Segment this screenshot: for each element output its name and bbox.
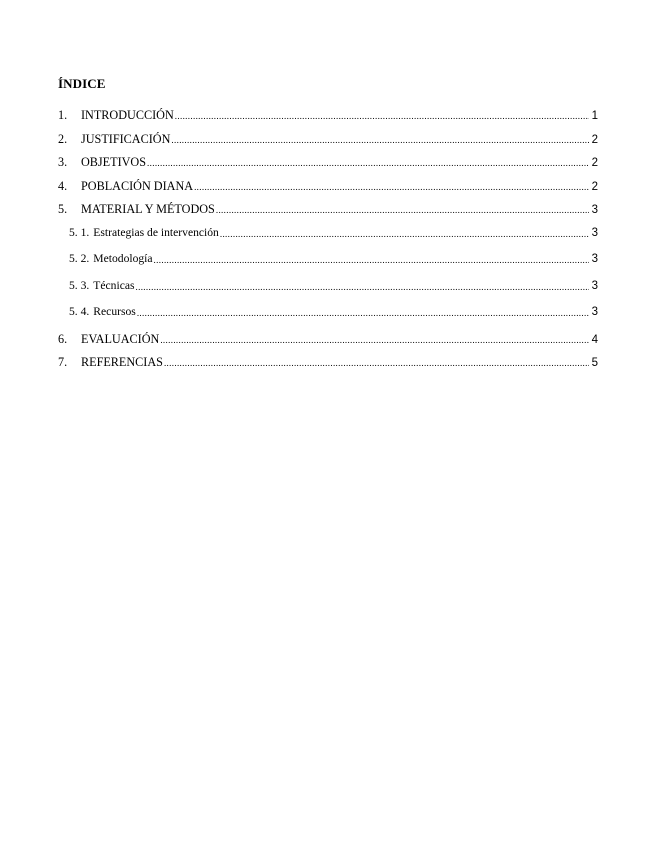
toc-entry-page: 3: [591, 253, 598, 265]
dot-leader: [137, 305, 589, 317]
toc-entry-referencias[interactable]: [58, 355, 598, 369]
toc-entry-label: INTRODUCCIÓN: [81, 108, 174, 122]
dot-leader: [136, 279, 590, 291]
toc-entry-label: Recursos: [93, 305, 136, 318]
dot-leader: [216, 202, 589, 214]
dot-leader: [147, 155, 589, 167]
toc-entry-page: 2: [591, 181, 598, 193]
toc-entry-justificacion[interactable]: [58, 132, 598, 146]
toc-entry-number: 5. 3.: [69, 279, 90, 292]
toc-title: ÍNDICE: [58, 76, 106, 91]
toc-subentry-recursos[interactable]: [69, 305, 598, 319]
toc-entry-page: 3: [591, 204, 598, 216]
toc-entry-page: 5: [591, 357, 598, 369]
toc-entry-label: EVALUACIÓN: [81, 332, 160, 346]
dot-leader: [171, 132, 589, 144]
toc-entry-number: 2.: [58, 132, 68, 146]
dot-leader: [194, 179, 589, 191]
dot-leader: [220, 226, 589, 238]
toc-entry-number: 6.: [58, 332, 68, 346]
toc-entry-page: 2: [591, 157, 598, 169]
toc-entry-label: OBJETIVOS: [81, 155, 147, 169]
dot-leader: [164, 355, 589, 367]
dot-leader: [154, 252, 589, 264]
toc-entry-label: Estrategias de intervención: [93, 226, 219, 239]
toc-subentry-tecnicas[interactable]: [69, 279, 598, 293]
toc-entry-introduccion[interactable]: [58, 108, 598, 122]
dot-leader: [175, 108, 589, 120]
toc-entry-label: Metodología: [93, 252, 153, 265]
toc-entry-label: POBLACIÓN DIANA: [81, 179, 194, 193]
toc-entry-material-y-metodos[interactable]: [58, 202, 598, 216]
toc-entry-poblacion-diana[interactable]: [58, 179, 598, 193]
toc-entry-evaluacion[interactable]: [58, 332, 598, 346]
toc-entry-objetivos[interactable]: [58, 155, 598, 169]
toc-entry-label: MATERIAL Y MÉTODOS: [81, 202, 215, 216]
toc-entry-number: 1.: [58, 108, 68, 122]
toc-entry-page: 4: [591, 334, 598, 346]
toc-subentry-metodologia[interactable]: [69, 252, 598, 266]
toc-subentry-estrategias[interactable]: [69, 226, 598, 240]
toc-entry-number: 5. 4.: [69, 305, 90, 318]
toc-entry-number: 5.: [58, 202, 68, 216]
toc-entry-number: 7.: [58, 355, 68, 369]
toc-entry-page: 1: [591, 110, 598, 122]
toc-entry-page: 2: [591, 134, 598, 146]
toc-entry-number: 3.: [58, 155, 68, 169]
toc-entry-label: REFERENCIAS: [81, 355, 163, 369]
toc-entry-label: Técnicas: [93, 279, 135, 292]
toc-entry-page: 3: [591, 306, 598, 318]
toc-entry-number: 5. 2.: [69, 252, 90, 265]
dot-leader: [160, 332, 589, 344]
toc-entry-number: 4.: [58, 179, 68, 193]
toc-entry-page: 3: [591, 227, 598, 239]
toc-entry-label: JUSTIFICACIÓN: [81, 132, 171, 146]
toc-entry-number: 5. 1.: [69, 226, 90, 239]
toc-entry-page: 3: [591, 280, 598, 292]
